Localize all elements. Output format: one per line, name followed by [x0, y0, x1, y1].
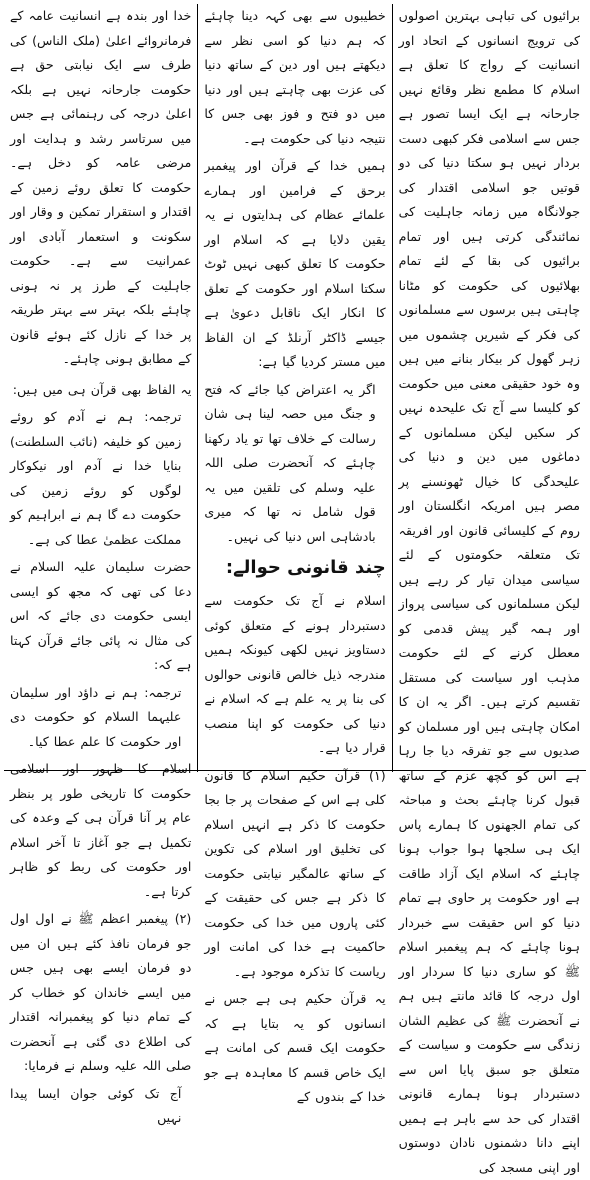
paragraph: یہ الفاظ بھی قرآن ہی میں ہیں: — [12, 381, 192, 397]
column-middle — [197, 4, 391, 1104]
paragraph: اسلام نے آج تک حکومت سے دستبردار ہونے کے متعلق کوئی دستاویز نہیں لکھی کیونکہ ہمیں مندرجہ ذیل خالص قانونی حوالوں کی بنا پر یہ علم ہے کہ اسلام نے دنیا کی حکومت کو اپنا منصب قرار دیا ہے۔ — [204, 593, 386, 755]
paragraph: ہمیں خدا کے قرآن اور پیغمبر برحق کے فرامین اور ہمارے علمائے عظام کی ہدایتوں نے یہ یقین دلایا ہے کہ اسلام اور حکومت کا تعلق کبھی نہیں ٹوٹ سکتا اسلام اور حکومت کے تعلق کا انکار ایک ناقابل دعویٰ ہے جیسے ڈاکٹر آرنلڈ کے ان الفاظ میں مستر کردیا گیا ہے: — [204, 158, 386, 369]
paragraph: یہ قرآن حکیم ہی ہے جس نے انسانوں کو یہ بتایا ہے کہ حکومت ایک قسم کی امانت ہے ایک خاص قسم کا معاہدہ ہے جو خدا کے بندوں کے — [204, 991, 386, 1104]
translation-paragraph: ترجمہ: ہم نے آدم کو روئے زمین کو خلیفہ (نائب السلطنت) بنایا خدا نے آدم اور نیکوکار لوگوں کو روئے زمین کی حکومت دے گا ہم نے ابراہیم کو مملکت عظمیٰ عطا کی ہے۔ — [10, 409, 182, 547]
column-left — [4, 4, 197, 1125]
paragraph: اسلام کا ظہور اور اسلامی حکومت کا تاریخی طور پر بنظر عام پر آنا قرآن ہی کے وعدہ کی تکمیل ہے جو آغاز تا آخر اسلام اور حکومت کی ربط کو ظاہر کرتا ہے۔ — [10, 761, 192, 899]
paragraph: حضرت سلیمان علیہ السلام نے دعا کی تھی کہ مجھ کو ایسی ایسی حکومت دی جائے کہ اس کی مثال نہ پائی جائے قرآن کہتا ہے کہ: — [10, 559, 192, 672]
translation-paragraph: ترجمہ: ہم نے داؤد اور سلیمان علیہما السلام کو حکومت دی اور حکومت کا علم عطا کیا۔ — [10, 684, 182, 749]
section-heading: چند قانونی حوالے: — [225, 557, 386, 578]
paragraph: خدا اور بندہ ہے انسانیت عامہ کے فرمانروائے اعلیٰ (ملک الناس) کی طرف سے ایک نیابتی حق ہے حکومت جارحانہ نہیں ہے بلکہ اعلیٰ درجہ کی رہنمائی ہے جس میں سرتاسر رشد و ہدایت اور مرضی عامہ کو دخل ہے۔ حکومت کا تعلق روئے زمین کے اقتدار و استقرار تمکین و وقار اور سکونت و استعمار آبادی اور عمرانیت سے ہے۔ حکومت جاہلیت کے طرز پر نہ ہونی چاہئے بلکہ بہتر سے بہتر طریقہ پر خدا کے نازل کئے ہوئے قانون کے مطابق ہونی چاہئے۔ — [10, 8, 192, 366]
quote-paragraph: اگر یہ اعتراض کیا جائے کہ فتح و جنگ میں حصہ لینا ہی شان رسالت کے خلاف تھا تو یاد رکھنا چاہئے کہ آنحضرت صلی اللہ علیہ وسلم کی تلقین میں یہ قول شامل نہ تھا کہ میری بادشاہی اس دنیا کی نہیں۔ — [204, 381, 376, 544]
bottom-rule — [4, 770, 586, 771]
quote-paragraph: آج تک کوئی جوان ایسا پیدا نہیں — [10, 1085, 182, 1125]
paragraph: برائیوں کی تباہی بہترین اصولوں کی ترویج انسانوں کے اتحاد اور انسانیت کے رواج کا تعلق ہے اسلام کا مطمع نظر وقائع نہیں جارحانہ ہے ایک ایسا تصور ہے جس سے اسلامی فکر کبھی دست بردار نہیں ہو سکتا دنیا کی دو قوتیں جو اسلامی اقتدار کی جولانگاہ میں زمانہ جاہلیت کی نمائندگی کرتی ہیں اور تمام برائیوں کی بقا کے لئے تمام بھلائیوں کی حکومت کو مٹانا چاہتی ہیں برسوں سے مسلمانوں کی فکر کے شیریں چشموں میں زہر گھول کر بیکار بنانے میں ہیں وہ خود حقیقی معنی میں حکومت کو کلیسا سے آج تک علیحدہ نہیں کر سکیں لیکن مسلمانوں کے دماغوں میں دین و دنیا کی علیحدگی کا خیال ٹھونسنے پر مصر ہیں امریکہ انگلستان اور روم کے کلیسائی قانون اور افریقہ تک متعلقہ حکومتوں کے لئے سیاسی میدان تیار کر رہے ہیں لیکن مسلمانوں کی سیاسی پرواز اور ہمہ گیر پیش قدمی کو معطل کرنے کے لئے حکومت مذہب اور سیاست کی مستقل تقسیم کرتے ہیں۔ اگر یہ ان کا امکان چاہتی ہیں اور مسلمان کو صدیوں سے جو تفرقہ دیا جا رہا ہے اس کو کچھ عزم کے ساتھ قبول کرنا چاہئے بحث و مباحثہ کی تمام الجھنوں کا ہمارے پاس ایک ہی سلجھا ہوا جواب ہونا چاہئے کہ اسلام ایک آزاد طاقت ہے اور حکومت پر حاوی ہے تمام دنیا کو اس حقیقت سے خبردار ہونا چاہئے کہ ہم پیغمبر اسلام ﷺ کو ساری دنیا کا سردار اور اول درجہ کا قائد مانتے ہیں ہم نے آنحضرت ﷺ کی عظیم الشان زندگی سے حکومت و سیاست کے متعلق جو سبق پایا اس سے دستبردار ہونا ہمارے قانونی اقتدار کی حد سے باہر ہے ہمیں اپنے دانا دشمنوں نادان دوستوں اور اپنی مسجد کی — [398, 8, 580, 1175]
paragraph: خطیبوں سے بھی کہہ دینا چاہئے کہ ہم دنیا کو اسی نظر سے دیکھتے ہیں اور دین کے ساتھ دنیا کی عزت بھی چاہتے ہیں اور دنیا میں دو فتح و فوز بھی جس کا نتیجہ دنیا کی حکومت ہے۔ — [204, 8, 386, 146]
paragraph: (۱) قرآن حکیم اسلام کا قانون کلی ہے اس کے صفحات پر جا بجا حکومت کا ذکر ہے انہیں اسلام کی تخلیق اور اسلام کی تکوین کے ساتھ عالمگیر نیابتی حکومت کا ذکر ہے جس کی حقیقت کے کئی پاروں میں خدا کی حکومت حاکمیت ہے خدا کی امانت اور ریاست کا تذکرہ موجود ہے۔ — [204, 767, 386, 979]
text-columns — [4, 4, 586, 1175]
column-right — [392, 4, 586, 1175]
paragraph: (۲) پیغمبر اعظم ﷺ نے اول اول جو فرمان نافذ کئے ہیں ان میں دو فرمان ایسے بھی ہیں جس میں ایسے خاندان کو خطاب کر کے تمام دنیا کو پیغمبرانہ اقتدار کی اطلاع دی گئی ہے آنحضرت صلی اللہ علیہ وسلم نے فرمایا: — [10, 911, 192, 1073]
